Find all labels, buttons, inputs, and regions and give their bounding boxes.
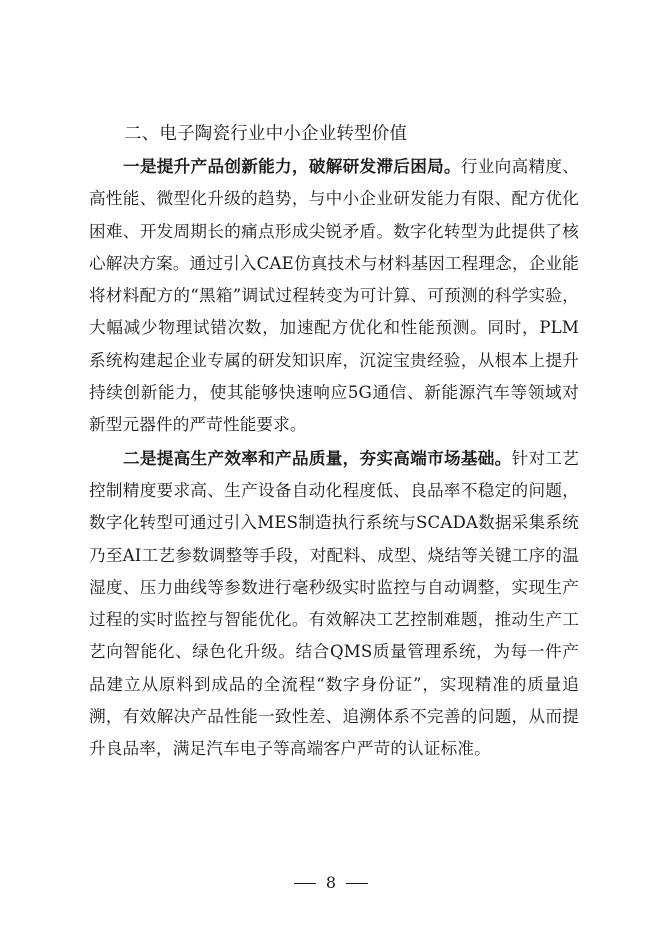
- footer-dash-right: [346, 883, 368, 884]
- paragraph-2: [89, 442, 579, 766]
- section-heading: 二、电子陶瓷行业中小企业转型价值: [124, 124, 408, 144]
- footer-dash-left: [294, 883, 316, 884]
- paragraph-1-body: 行业向高精度、高性能、微型化升级的趋势，与中小企业研发能力有限、配方优化困难、开发周期长的痛点形成尖锐矛盾。数字化转型为此提供了核心解决方案。通过引入CAE仿真技术与材料基因工程理念，企业能将材料配方的“黑箱”调试过程转变为可计算、可预测的科学实验，大幅减少物理试错次数，加速配方优化和性能预测。同时，PLM系统构建起企业专属的研发知识库，沉淀宝贵经验，从根本上提升持续创新能力，使其能够快速响应5G通信、新能源汽车等领域对新型元器件的严苛性能要求。: [89, 157, 579, 435]
- page-number: 8: [325, 873, 337, 892]
- paragraph-1: [89, 150, 579, 442]
- page-content: [89, 118, 579, 766]
- page-footer: [0, 873, 662, 893]
- paragraph-2-body: 针对工艺控制精度要求高、生产设备自动化程度低、良品率不稳定的问题，数字化转型可通过引入MES制造执行系统与SCADA数据采集系统乃至AI工艺参数调整等手段，对配料、成型、烧结等关键工序的温湿度、压力曲线等参数进行毫秒级实时监控与自动调整，实现生产过程的实时监控与智能优化。有效解决工艺控制难题，推动生产工艺向智能化、绿色化升级。结合QMS质量管理系统，为每一件产品建立从原料到成品的全流程“数字身份证”，实现精准的质量追溯，有效解决产品性能一致性差、追溯体系不完善的问题，从而提升良品率，满足汽车电子等高端客户严苛的认证标准。: [89, 448, 579, 759]
- paragraph-1-lead: 一是提升产品创新能力，破解研发滞后困局。: [123, 156, 461, 176]
- paragraph-2-lead: 二是提高生产效率和产品质量，夯实高端市场基础。: [123, 447, 512, 468]
